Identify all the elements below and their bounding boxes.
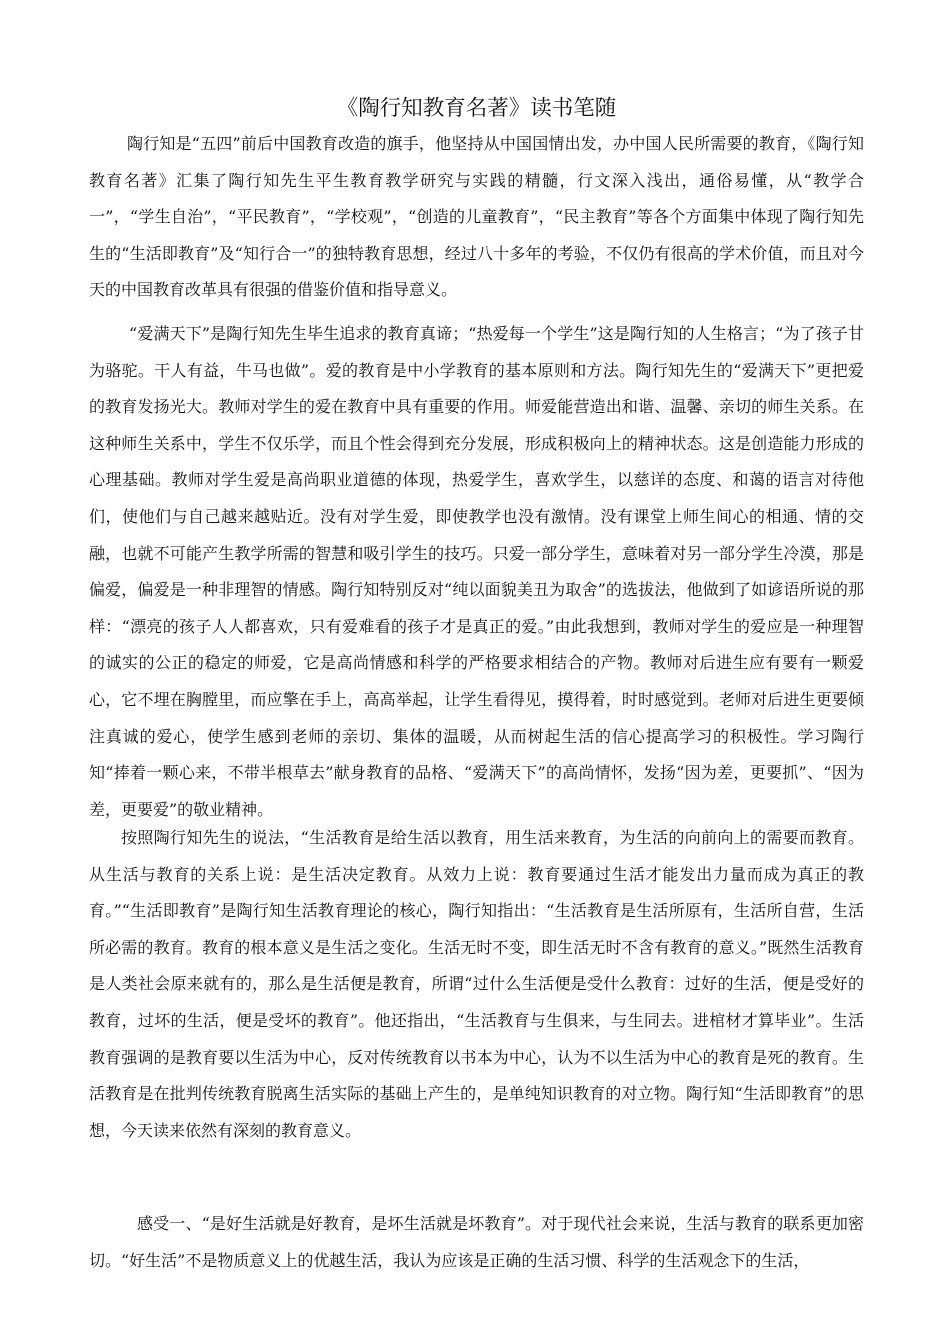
paragraph-life-education: 按照陶行知先生的说法，“生活教育是给生活以教育，用生活来教育，为生活的向前向上的需要而教育。从生活与教育的关系上说：是生活决定教育。从效力上说：教育要通过生活才能发出力量而成为真正的教育。”“生活即教育”是陶行知生活教育理论的核心，陶行知指出：“生活教育是生活所原有，生活所自营，生活所必需的教育。教育的根本意义是生活之变化。生活无时不变，即生活无时不含有教育的意义。”既然生活教育是人类社会原来就有的，那么是生活便是教育，所谓“过什么生活便是受什么教育：过好的生活，便是受好的教育，过坏的生活，便是受坏的教育”。他还指出，“生活教育与生俱来，与生同去。进棺材才算毕业”。生活教育强调的是教育要以生活为中心，反对传统教育以书本为中心，认为不以生活为中心的教育是死的教育。生活教育是在批判传统教育脱离生活实际的基础上产生的，是单纯知识教育的对立物。陶行知“生活即教育”的思想，今天读来依然有深刻的教育意义。 <box>89 828 864 1140</box>
paragraph-love: “爱满天下”是陶行知先生毕生追求的教育真谛；“热爱每一个学生”这是陶行知的人生格言；“为了孩子甘为骆驼。干人有益，牛马也做”。爱的教育是中小学教育的基本原则和方法。陶行知先生的“爱满天下”更把爱的教育发扬光大。教师对学生的爱在教育中具有重要的作用。师爱能营造出和谐、温馨、亲切的师生关系。在这种师生关系中，学生不仅乐学，而且个性会得到充分发展，形成积极向上的精神状态。这是创造能力形成的心理基础。教师对学生爱是高尚职业道德的体现，热爱学生，喜欢学生，以慈详的态度、和蔼的语言对待他们，使他们与自己越来越贴近。没有对学生爱，即使教学也没有激情。没有课堂上师生间心的相通、情的交融，也就不可能产生教学所需的智慧和吸引学生的技巧。只爱一部分学生，意味着对另一部分学生冷漠，那是偏爱，偏爱是一种非理智的情感。陶行知特别反对“纯以面貌美丑为取舍”的选拔法，他做到了如谚语所说的那样：“漂亮的孩子人人都喜欢，只有爱难看的孩子才是真正的爱。”由此我想到，教师对学生的爱应是一种理智的诚实的公正的稳定的师爱，它是高尚情感和科学的严格要求相结合的产物。教师对后进生应有要有一颗爱心，它不埋在胸膛里，而应擎在手上，高高举起，让学生看得见，摸得着，时时感觉到。老师对后进生更要倾注真诚的爱心，使学生感到老师的亲切、集体的温暖，从而树起生活的信心提高学习的积极性。学习陶行知“捧着一颗心来，不带半根草去”献身教育的品格、“爱满天下”的高尚情怀，发扬“因为差，更要抓”、“因为差，更要爱”的敬业精神。 <box>89 324 864 819</box>
document-title: 《陶行知教育名著》读书笔随 <box>336 96 617 121</box>
paragraph-intro: 陶行知是“五四”前后中国教育改造的旗手，他坚持从中国国情出发，办中国人民所需要的教育，《陶行知教育名著》汇集了陶行知先生平生教育教学研究与实践的精髓，行文深入浅出，通俗易懂，从“教学合一”，“学生自治”，“平民教育”，“学校观”，“创造的儿童教育”，“民主教育”等各个方面集中体现了陶行知先生的“生活即教育”及“知行合一”的独特教育思想，经过八十多年的考验，不仅仍有很高的学术价值，而且对今天的中国教育改革具有很强的借鉴价值和指导意义。 <box>89 134 864 300</box>
paragraph-reflection-one: 感受一、“是好生活就是好教育，是坏生活就是坏教育”。对于现代社会来说，生活与教育的联系更加密切。“好生活”不是物质意义上的优越生活，我认为应该是正确的生活习惯、科学的生活观念下的生活， <box>89 1214 864 1270</box>
